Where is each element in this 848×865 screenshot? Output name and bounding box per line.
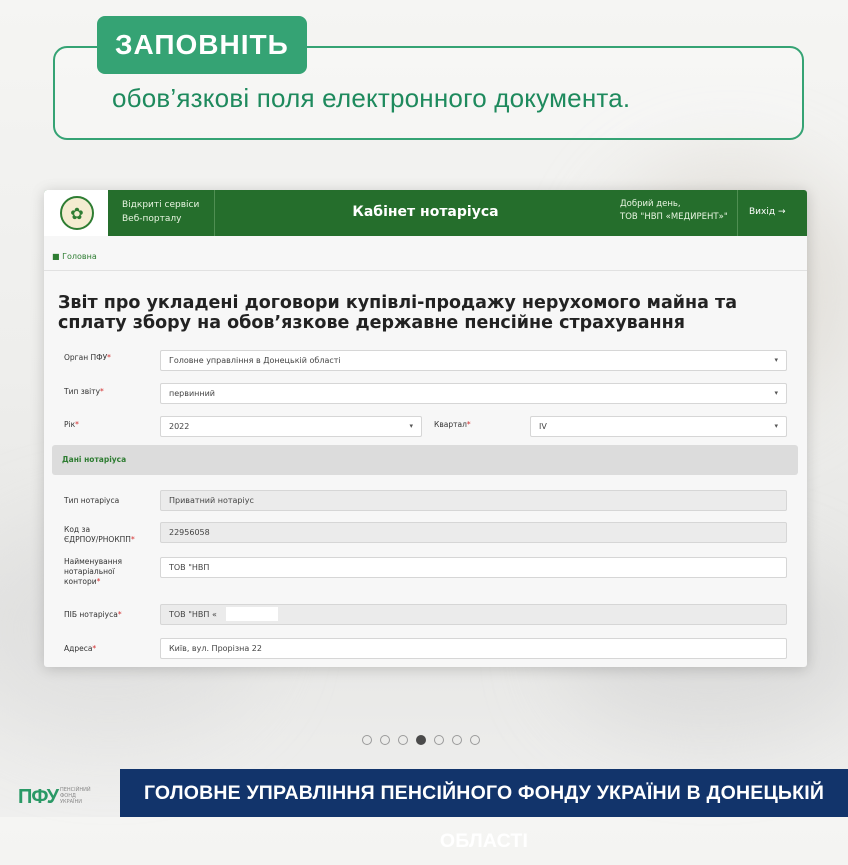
- code-label: Код за ЄДРПОУ/РНОКПП*: [64, 525, 135, 544]
- chevron-down-icon: ▾: [774, 422, 778, 430]
- chevron-down-icon: ▾: [774, 356, 778, 364]
- quarter-select[interactable]: IV ▾: [530, 416, 787, 437]
- year-select[interactable]: 2022 ▾: [160, 416, 422, 437]
- hero-tag: ЗАПОВНІТЬ: [97, 16, 307, 74]
- organ-select[interactable]: Головне управління в Донецькій області ▾: [160, 350, 787, 371]
- hero-subtitle: обов’язкові поля електронного документа.: [112, 83, 631, 113]
- carousel-pager: [362, 735, 480, 745]
- pfu-logo-mark: ПФУ: [18, 786, 59, 808]
- logout-icon: →: [777, 207, 786, 217]
- pfu-logo-caption: ПЕНСІЙНИЙ ФОНД УКРАЇНИ: [60, 787, 91, 805]
- notary-type-field: Приватний нотаріус: [160, 490, 787, 511]
- portal-topbar: [44, 190, 807, 236]
- code-field: 22956058: [160, 522, 787, 543]
- pager-dot[interactable]: [434, 735, 444, 745]
- address-label: Адреса*: [64, 644, 97, 653]
- type-label: Тип звіту*: [64, 387, 104, 396]
- square-icon: ■: [52, 252, 60, 261]
- page-title: Звіт про укладені договори купівлі-продажу нерухомого майна та сплату збору на обов’язкове державне пенсійне страхування: [58, 293, 738, 333]
- notary-section-header[interactable]: Дані нотаріуса: [52, 445, 798, 475]
- exit-button[interactable]: Вихід →: [749, 207, 786, 217]
- pager-dot[interactable]: [362, 735, 372, 745]
- user-greeting: Добрий день, ТОВ "НВП «МЕДИРЕНТ»": [620, 199, 728, 222]
- pager-dot[interactable]: [452, 735, 462, 745]
- pager-dot[interactable]: [398, 735, 408, 745]
- pib-field: ТОВ "НВП «: [160, 604, 787, 625]
- chevron-down-icon: ▾: [409, 422, 413, 430]
- cabinet-title: Кабінет нотаріуса: [352, 204, 499, 220]
- emblem-icon: ✿: [60, 196, 94, 230]
- report-type-select[interactable]: первинний ▾: [160, 383, 787, 404]
- breadcrumb-divider: [44, 270, 807, 271]
- office-label: Найменування нотаріальної контори*: [64, 557, 123, 586]
- organ-label: Орган ПФУ*: [64, 353, 111, 362]
- address-input[interactable]: Київ, вул. Прорізна 22: [160, 638, 787, 659]
- portal-screenshot: [44, 190, 807, 667]
- quarter-label: Квартал*: [434, 420, 471, 429]
- redaction: [226, 607, 278, 621]
- open-services-link[interactable]: Відкриті сервіси Веб-порталу: [122, 200, 200, 224]
- office-name-input[interactable]: ТОВ "НВП: [160, 557, 787, 578]
- pager-dot[interactable]: [470, 735, 480, 745]
- breadcrumb[interactable]: ■ Головна: [52, 252, 97, 261]
- pib-label: ПІБ нотаріуса*: [64, 610, 122, 619]
- chevron-down-icon: ▾: [774, 389, 778, 397]
- topbar-divider: [737, 190, 738, 236]
- year-label: Рік*: [64, 420, 79, 429]
- pager-dot[interactable]: [380, 735, 390, 745]
- notary-type-label: Тип нотаріуса: [64, 496, 120, 505]
- redaction: [236, 562, 304, 573]
- pager-dot[interactable]: [416, 735, 426, 745]
- pfu-logo: [18, 784, 118, 814]
- footer-banner: ГОЛОВНЕ УПРАВЛІННЯ ПЕНСІЙНОГО ФОНДУ УКРАЇНИ В ДОНЕЦЬКІЙ ОБЛАСТІ: [120, 769, 848, 817]
